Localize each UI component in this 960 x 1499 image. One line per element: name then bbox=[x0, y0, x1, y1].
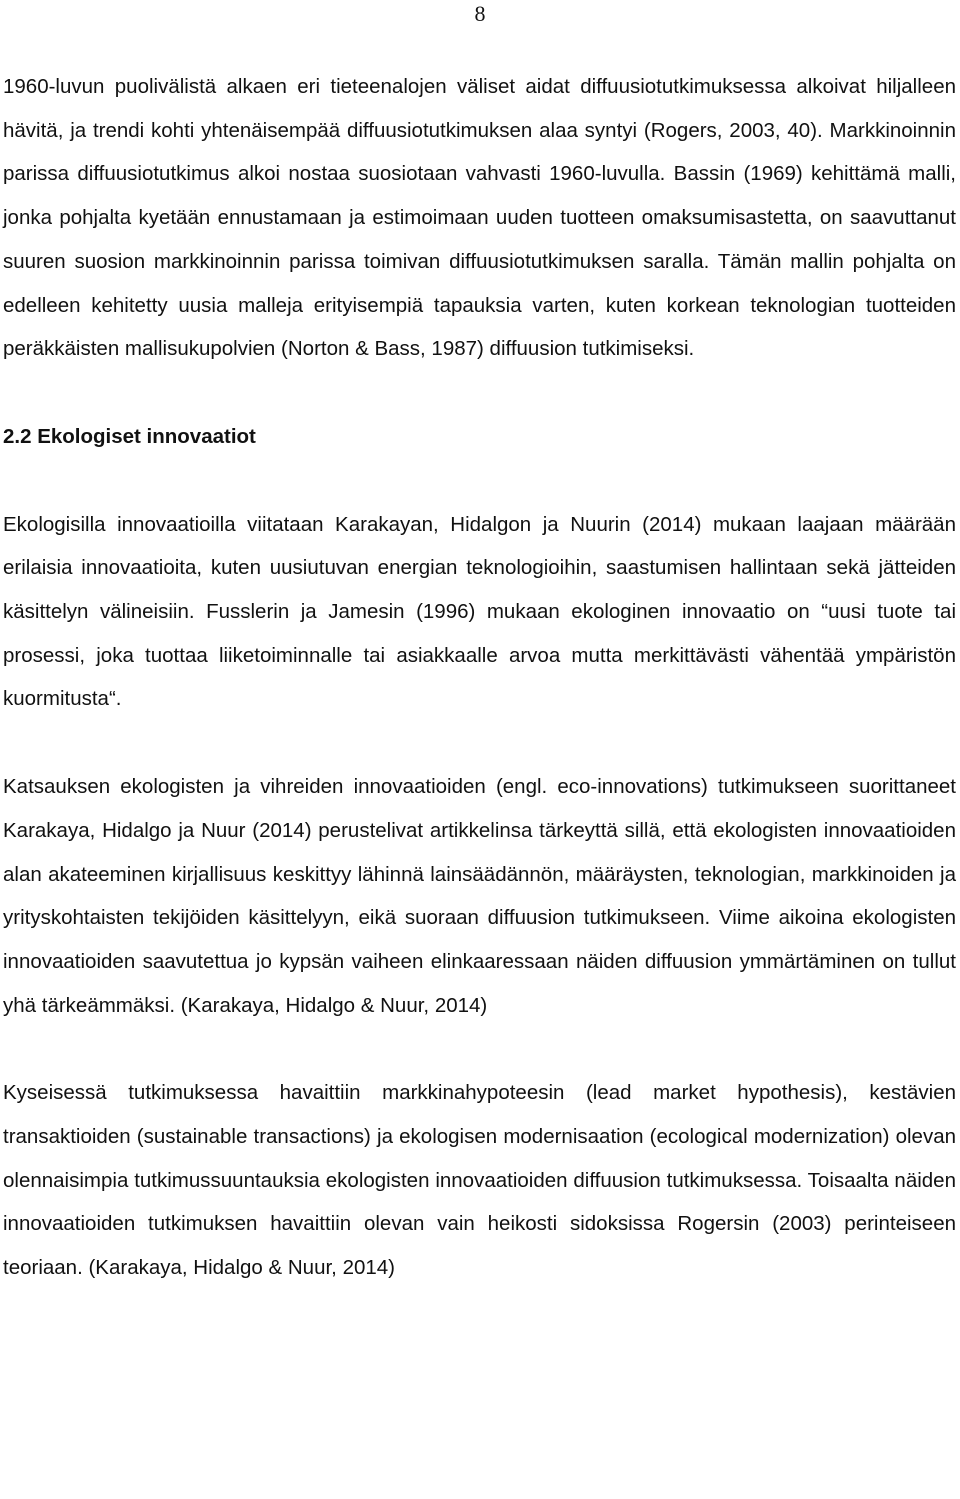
document-body bbox=[3, 65, 956, 1290]
paragraph-eco-innovations-definition: Ekologisilla innovaatioilla viitataan Karakayan, Hidalgon ja Nuurin (2014) mukaan laajaan määrään erilaisia innovaatioita, kuten uusiutuvan energian teknologioihin, saastumisen hallintaan sekä jätteiden käsittelyn välineisiin. Fusslerin ja Jamesin (1996) mukaan ekologinen innovaatio on “uusi tuote tai prosessi, joka tuottaa liiketoiminnalle tai asiakkaalle arvoa mutta merkittävästi vähentää ympäristön kuormitusta“. bbox=[3, 512, 956, 711]
paragraph-diffusion-history: 1960-luvun puolivälistä alkaen eri tieteenalojen väliset aidat diffuusiotutkimuksessa alkoivat hiljalleen hävitä, ja trendi kohti yhtenäisempää diffuusiotutkimuksen alaa syntyi (Rogers, 2003, 40). Markkinoinnin parissa diffuusiotutkimus alkoi nostaa suosiotaan vahvasti 1960-luvulla. Bassin (1969) kehittämä malli, jonka pohjalta kyetään ennustamaan ja estimoimaan uuden tuotteen omaksumisastetta, on saavuttanut suuren suosion markkinoinnin parissa toimivan diffuusiotutkimuksen saralla. Tämän mallin pohjalta on edelleen kehitetty uusia malleja erityisempiä tapauksia varten, kuten korkean teknologian tuotteiden peräkkäisten mallisukupolvien (Norton & Bass, 1987) diffuusion tutkimiseksi. bbox=[3, 75, 956, 361]
paragraph-spacer bbox=[3, 371, 956, 415]
paragraph-eco-innovations-review: Katsauksen ekologisten ja vihreiden innovaatioiden (engl. eco-innovations) tutkimukseen suorittaneet Karakaya, Hidalgo ja Nuur (2014) perustelivat artikkelinsa tärkeyttä sillä, että ekologisten innovaatioiden alan akateeminen kirjallisuus keskittyy lähinnä lainsäädännön, määräysten, teknologian, markkinoiden ja yrityskohtaisten tekijöiden käsittelyyn, eikä suoraan diffuusion tutkimukseen. Viime aikoina ekologisten innovaatioiden saavutettua jo kypsän vaiheen elinkaaressaan näiden diffuusion ymmärtäminen on tullut yhä tärkeämmäksi. (Karakaya, Hidalgo & Nuur, 2014) bbox=[3, 775, 956, 1017]
paragraph-spacer bbox=[3, 459, 956, 503]
paragraph-spacer bbox=[3, 721, 956, 765]
section-heading: 2.2 Ekologiset innovaatiot bbox=[3, 424, 256, 448]
paragraph-spacer bbox=[3, 1027, 956, 1071]
page-number: 8 bbox=[474, 1, 486, 26]
paragraph-research-findings: Kyseisessä tutkimuksessa havaittiin markkinahypoteesin (lead market hypothesis), kestävien transaktioiden (sustainable transactions) ja ekologisen modernisaation (ecological modernization) olevan olennaisimpia tutkimussuuntauksia ekologisten innovaatioiden diffuusion tutkimuksessa. Toisaalta näiden innovaatioiden tutkimuksen havaittiin olevan vain heikosti sidoksissa Rogersin (2003) perinteiseen teoriaan. (Karakaya, Hidalgo & Nuur, 2014) bbox=[3, 1081, 956, 1280]
